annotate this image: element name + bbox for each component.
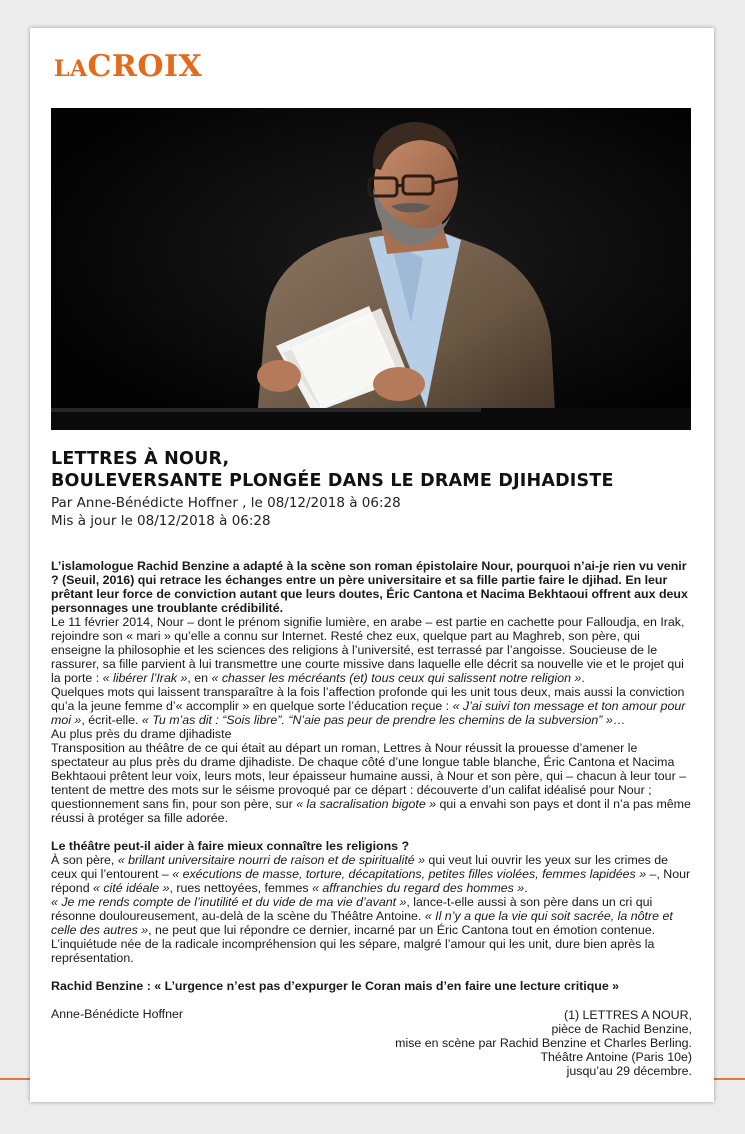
spacer (51, 825, 691, 839)
quote-span: « la sacralisation bigote » (296, 797, 437, 811)
quote-span: « libérer l’Irak » (102, 671, 188, 685)
text-span: Transposition au théâtre de ce qui était au départ un roman, Lettres à Nour réussit la prouesse d’amener le spectateur au plus près du drame djihadiste. De chaque côté d’une longue table blanche, Éric Cantona et Nacima Bekhtaoui prêtent leur voix, leurs mots, leur épaisseur humaine aussi, à Nour et son père, qui – chacun à leur tour – tentent de mettre des mots sur le séisme provoqué par ce départ : découverte d’un califat idéalisé pour Nour ; questionnement sans fin, pour son père, sur (51, 741, 687, 811)
la-croix-logo[interactable]: LACROIX (54, 49, 203, 84)
subheading-1: Au plus près du drame djihadiste (51, 727, 232, 741)
author-date-line: Par Anne-Bénédicte Hoffner , le 08/12/2018 à 06:28 (51, 495, 401, 511)
text-span: , en (187, 671, 212, 685)
related-article-link[interactable]: Rachid Benzine : « L’urgence n’est pas d’expurger le Coran mais d’en faire une lecture critique » (51, 979, 620, 993)
credit-line-3: mise en scène par Rachid Benzine et Charles Berling. (395, 1036, 692, 1050)
subheading-2: Le théâtre peut-il aider à faire mieux connaître les religions ? (51, 839, 410, 853)
quote-span: « Tu m’as dit : “Sois libre”. “N’aie pas peur de prendre les chemins de la subversion” » (141, 713, 613, 727)
paragraph-4 (51, 853, 691, 895)
spacer (51, 965, 691, 979)
author-signature: Anne-Bénédicte Hoffner (51, 1007, 184, 1021)
quote-span: « J’ai suivi ton message et ton amour pour moi » (51, 699, 686, 727)
paragraph-5 (51, 895, 691, 965)
article-card (30, 28, 714, 1102)
text-span: , écrit-elle. (81, 713, 142, 727)
credit-line-1: (1) LETTRES A NOUR, (563, 1008, 692, 1022)
updated-date-line: Mis à jour le 08/12/2018 à 06:28 (51, 513, 271, 529)
text-span: –, Nour répond (51, 867, 691, 895)
headline-line-2: BOULEVERSANTE PLONGÉE DANS LE DRAME DJIHADISTE (51, 471, 614, 491)
credit-line-2: pièce de Rachid Benzine, (551, 1022, 692, 1036)
quote-span: « cité idéale » (93, 881, 170, 895)
text-span: qui a envahi son pays et dont il n’a pas même réussi à protéger sa fille adorée. (51, 797, 691, 825)
play-credits (292, 1008, 692, 1078)
article-photo (51, 108, 691, 430)
text-span: . (581, 671, 585, 685)
text-span: , lance-t-elle aussi à son père dans un cri qui résonne douloureusement, au-delà de la scène du Théâtre Antoine. (51, 895, 653, 923)
photo-illustration (51, 108, 691, 430)
quote-span: « Il n’y a que la vie qui soit sacrée, la nôtre et celle des autres » (51, 909, 673, 937)
credit-line-5: jusqu’au 29 décembre. (566, 1064, 692, 1078)
paragraph-2 (51, 685, 691, 727)
article-lead: L’islamologue Rachid Benzine a adapté à la scène son roman épistolaire Nour, pourquoi n’ai-je rien vu venir ? (Seuil, 2016) qui retrace les échanges entre un père universitaire et sa fille partie faire le djihad. En leur prêtant leur force de conviction autant que leurs doutes, Éric Cantona et Nacima Bekhtaoui offrent aux deux personnages une troublante crédibilité. (51, 559, 688, 615)
quote-span: « exécutions de masse, torture, décapitations, petites filles violées, femmes lapidées » (172, 867, 647, 881)
quote-span: « chasser les mécréants (et) tous ceux qui salissent notre religion » (211, 671, 582, 685)
text-span: . (524, 881, 528, 895)
text-span: , rues nettoyées, femmes (169, 881, 313, 895)
paragraph-1 (51, 615, 691, 685)
text-span: À son père, (51, 853, 118, 867)
text-span: Quelques mots qui laissent transparaître à la fois l’affection profonde qui les unit tous deux, mais aussi la conviction qu’a la jeune femme d’« accomplir » en quelque sorte l’éducation reçue : (51, 685, 685, 713)
article-headline (51, 448, 691, 492)
credit-line-4: Théâtre Antoine (Paris 10e) (540, 1050, 692, 1064)
text-span: qui veut lui ouvrir les yeux sur les crimes de ceux qui l’entourent – (51, 853, 669, 881)
headline-line-1: LETTRES À NOUR, (51, 449, 230, 469)
paragraph-3 (51, 741, 691, 825)
quote-span: « affranchies du regard des hommes » (312, 881, 525, 895)
article-byline (51, 494, 691, 530)
text-span: , ne peut que lui répondre ce dernier, incarné par un Éric Cantona tout en émotion contenue. L’inquiétude née de la radicale incompréhension qui les sépare, malgré l’amour qui les unit, dure bien après la représentation. (51, 923, 656, 965)
text-span: Le 11 février 2014, Nour – dont le prénom signifie lumière, en arabe – est partie en cachette pour Falloudja, en Irak, rejoindre son « mari » qu’elle a connu sur Internet. Resté chez eux, quelque part au Maghreb, son père, qui enseigne la philosophie et les sciences des religions à l’université, est terrassé par l’angoisse. Soucieuse de le rassurer, sa fille parvient à lui transmettre une courte missive dans laquelle elle décrit sa nouvelle vie et le projet qui la porte : (51, 615, 685, 685)
article-body (51, 559, 691, 1021)
text-span: … (612, 713, 626, 727)
quote-span: « Je me rends compte de l’inutilité et du vide de ma vie d’avant » (51, 895, 407, 909)
quote-span: « brillant universitaire nourri de raison et de spiritualité » (117, 853, 425, 867)
spacer (51, 993, 691, 1007)
